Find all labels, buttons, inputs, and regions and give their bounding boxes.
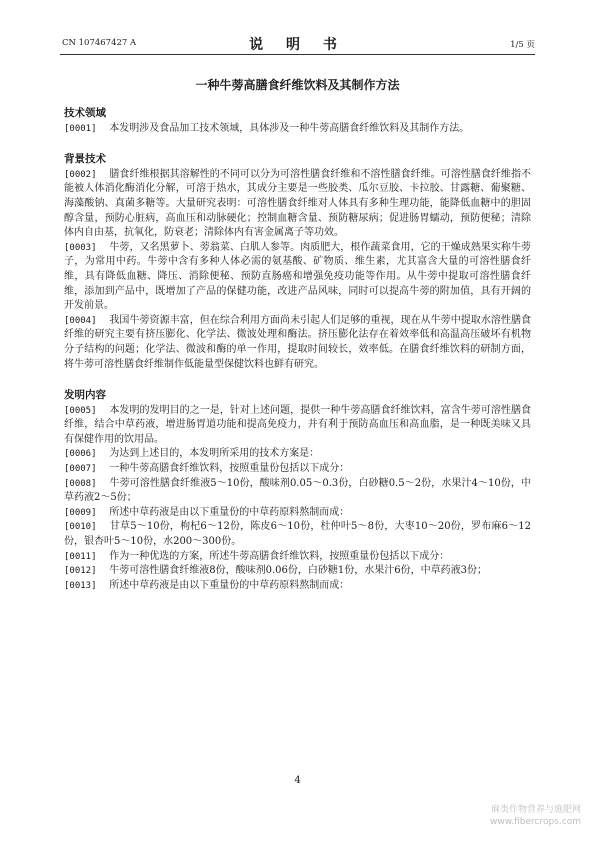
paragraph [64,462,531,477]
paragraph [64,241,531,314]
paragraph-number: [0001] [64,123,97,134]
paragraph [64,447,531,462]
watermark-line-2: www.fibercrops.com [490,817,581,827]
doc-type: 说 明 书 [249,37,346,53]
watermark-line-1: 麻类作物营养与施肥网 [490,805,581,815]
paragraph-number: [0004] [64,315,97,326]
indent [97,565,110,576]
indent [97,169,110,180]
paragraph-text: 一种牛蒡高膳食纤维饮料，按照重量份包括以下成分： [109,463,350,475]
paragraph-number: [0003] [64,242,97,253]
paragraph [64,564,531,579]
paragraph-number: [0011] [64,551,97,562]
paragraph-text: 甘草5～10份，枸杞6～12份，陈皮6～10份，杜仲叶5～8份，大枣10～20份，罗布麻6～12份，银杏叶5～10份，水200～300份。 [64,521,531,548]
paragraph [64,506,531,521]
paragraph [64,477,531,506]
paragraph-text: 我国牛蒡资源丰富，但在综合利用方面尚未引起人们足够的重视，现在从牛蒡中提取水溶性膳食纤维的研究主要有挤压膨化、化学法、微波处理和酶法。挤压膨化法存在着效率低和高温高压破坏有机物分子结构的问题；化学法、微波和酶的单一作用，提取时间较长，效率低。在膳食纤维饮料的研制方面，将牛蒡可溶性膳食纤维制作低能量型保健饮料也鲜有研究。 [64,314,531,370]
paragraph [64,314,531,372]
page-fraction: 1/5 页 [510,40,535,50]
paragraph-number: [0002] [64,169,97,180]
header-divider [60,54,535,55]
watermark [490,804,581,828]
paragraph-text: 本发明涉及食品加工技术领域，具体涉及一种牛蒡高膳食纤维饮料及其制作方法。 [109,122,470,134]
paragraph-number: [0009] [64,507,97,518]
section-heading: 技术领域 [64,107,106,119]
paragraph [64,550,531,565]
section-heading: 发明内容 [64,389,106,402]
paragraph-number: [0010] [64,522,97,533]
paragraph-number: [0007] [64,464,97,475]
indent [97,242,110,253]
indent [97,463,110,474]
paragraph-text: 牛蒡可溶性膳食纤维液8份，酸味剂0.06份，白砂糖1份，水果汁6份，中草药液3份； [109,565,487,577]
indent [97,448,110,459]
paragraph-text: 本发明的发明目的之一是，针对上述问题，提供一种牛蒡高膳食纤维饮料，富含牛蒡可溶性膳食纤维，结合中草药液，增进肠胃道功能和提高免疫力，并有利于预防高血压和高血脂，是一种既美味又具有保健作用的饮用品。 [64,404,531,445]
paragraph [64,520,531,549]
paragraph-text: 所述中草药液是由以下重量份的中草药原料熬制而成： [109,579,350,591]
document-body [64,106,531,593]
doc-number: CN 107467427 A [62,38,137,48]
paragraph-number: [0005] [64,405,97,416]
paragraph-text: 牛蒡，又名黑萝卜、蒡翁菜、白肌人参等。肉质肥大，根作蔬菜食用，它的干燥成熟果实称牛蒡子，为常用中药。牛蒡中含有多种人体必需的氨基酸、矿物质、维生素，尤其富含大量的可溶性膳食纤维，具有降低血糖、降压、消除便秘、预防直肠癌和增强免疫功能等作用。从牛蒡中提取可溶性膳食纤维，添加到产品中，既增加了产品的保健功能，改进产品风味，同时可以提高牛蒡的附加值，具有开阔的开发前景。 [64,241,531,312]
indent [97,123,110,134]
indent [97,315,110,326]
paragraph [64,579,531,594]
paragraph-number: [0006] [64,449,97,460]
paragraph [64,168,531,241]
page-number: 4 [294,775,301,786]
section-heading: 背景技术 [64,153,106,166]
paragraph-number: [0013] [64,580,97,591]
indent [97,551,110,562]
paragraph-text: 牛蒡可溶性膳食纤维液5～10份，酸味剂0.05～0.3份，白砂糖0.5～2份，水果汁4～10份，中草药液2～5份； [64,477,532,504]
paragraph [64,404,531,448]
paragraph-text: 膳食纤维根据其溶解性的不同可以分为可溶性膳食纤维和不溶性膳食纤维。可溶性膳食纤维指不能被人体消化酶消化分解，可溶于热水，其成分主要是一些胶类、瓜尔豆胶、卡拉胶、甘露糖、葡聚糖、海藻酸钠、真菌多糖等。大量研究表明：可溶性膳食纤维对人体具有多种生理功能，能降低血糖中的胆固醇含量，预防心脏病，高血压和动脉硬化；控制血糖含量、预防糖尿病；促进肠胃蠕动，预防便秘；清除体内自由基，抗氧化，防衰老；清除体内有害金属离子等功效。 [64,168,531,239]
paragraph [64,122,531,137]
paragraph-text: 所述中草药液是由以下重量份的中草药原料熬制而成： [109,506,350,518]
paragraph-text: 为达到上述目的，本发明所采用的技术方案是： [109,448,320,460]
indent [97,580,110,591]
paragraph-number: [0012] [64,566,97,577]
document-title: 一种牛蒡高膳食纤维饮料及其制作方法 [195,78,400,92]
indent [97,405,110,416]
paragraph-number: [0008] [64,478,97,489]
paragraph-text: 作为一种优选的方案，所述牛蒡高膳食纤维饮料，按照重量份包括以下成分： [109,550,450,562]
indent [97,478,110,489]
indent [97,507,110,518]
page-header [52,34,543,53]
indent [97,521,110,532]
